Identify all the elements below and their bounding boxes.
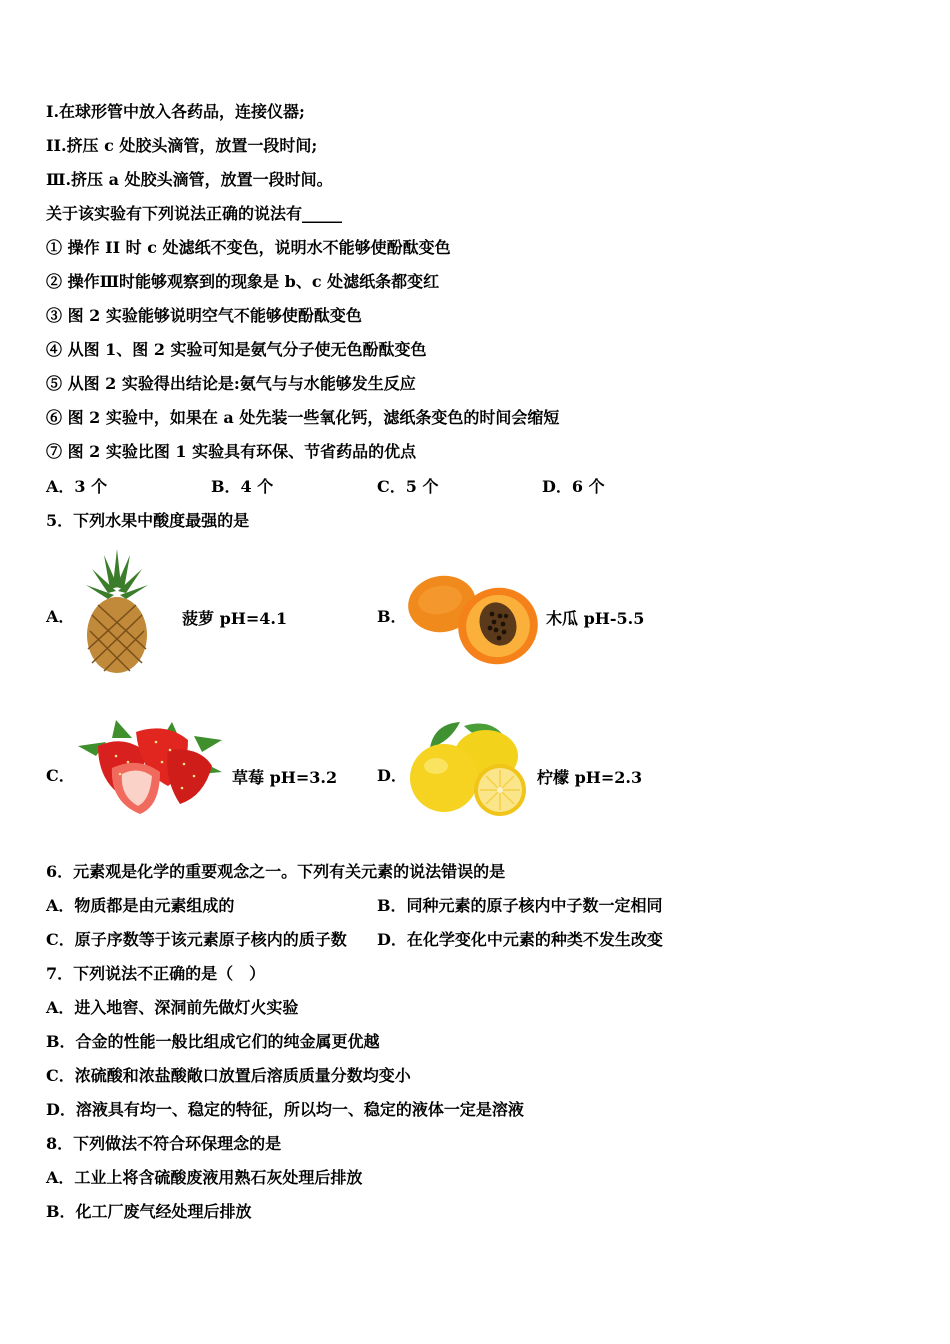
q4-option-c: C．5 个 xyxy=(377,477,439,496)
q8-option-a: A．工业上将含硫酸废液用熟石灰处理后排放 xyxy=(46,1168,363,1187)
q4-option-b: B．4 个 xyxy=(211,477,274,496)
q4-statement-3: ③ 图 2 实验能够说明空气不能够使酚酞变色 xyxy=(46,306,362,325)
q5-option-c-letter: C． xyxy=(46,766,75,785)
q7-option-a: A．进入地窖、深洞前先做灯火实验 xyxy=(46,998,299,1017)
q4-prompt: 关于该实验有下列说法正确的说法有_____ xyxy=(46,204,343,223)
q5-option-d-letter: D． xyxy=(377,766,407,785)
q5-option-b-label: 木瓜 pH-5.5 xyxy=(546,609,645,628)
lemon-icon xyxy=(404,718,530,818)
q7-option-c: C．浓硫酸和浓盐酸敞口放置后溶质质量分数均变小 xyxy=(46,1066,411,1085)
q4-statement-5: ⑤ 从图 2 实验得出结论是:氨气与与水能够发生反应 xyxy=(46,374,416,393)
pineapple-icon xyxy=(74,545,160,675)
q5-option-d-label: 柠檬 pH=2.3 xyxy=(537,768,643,787)
step-2: II.挤压 c 处胶头滴管，放置一段时间; xyxy=(46,136,318,155)
q4-statement-1: ① 操作 II 时 c 处滤纸不变色，说明水不能够使酚酞变色 xyxy=(46,238,451,257)
step-3: Ⅲ.挤压 a 处胶头滴管，放置一段时间。 xyxy=(46,170,333,189)
q7-prompt: 7．下列说法不正确的是（ ） xyxy=(46,964,266,983)
q5-option-c-label: 草莓 pH=3.2 xyxy=(232,768,338,787)
q5-option-a-label: 菠萝 pH=4.1 xyxy=(182,609,288,628)
q5-option-a-letter: A． xyxy=(46,607,75,626)
q4-statement-4: ④ 从图 1、图 2 实验可知是氨气分子使无色酚酞变色 xyxy=(46,340,427,359)
q5-prompt: 5．下列水果中酸度最强的是 xyxy=(46,511,250,530)
q8-prompt: 8．下列做法不符合环保理念的是 xyxy=(46,1134,282,1153)
papaya-icon xyxy=(406,570,546,672)
q7-option-b: B．合金的性能一般比组成它们的纯金属更优越 xyxy=(46,1032,380,1051)
q7-option-d: D．溶液具有均一、稳定的特征，所以均一、稳定的液体一定是溶液 xyxy=(46,1100,524,1119)
q4-statement-7: ⑦ 图 2 实验比图 1 实验具有环保、节省药品的优点 xyxy=(46,442,417,461)
q6-option-d: D．在化学变化中元素的种类不发生改变 xyxy=(377,930,663,949)
q6-prompt: 6．元素观是化学的重要观念之一。下列有关元素的说法错误的是 xyxy=(46,862,506,881)
q5-option-b-letter: B． xyxy=(377,607,407,626)
q4-statement-6: ⑥ 图 2 实验中，如果在 a 处先装一些氧化钙，滤纸条变色的时间会缩短 xyxy=(46,408,560,427)
step-1: I.在球形管中放入各药品，连接仪器; xyxy=(46,102,305,121)
strawberry-icon xyxy=(76,716,224,816)
q4-option-a: A．3 个 xyxy=(46,477,108,496)
q8-option-b: B．化工厂废气经处理后排放 xyxy=(46,1202,252,1221)
q6-option-b: B．同种元素的原子核内中子数一定相同 xyxy=(377,896,663,915)
q4-option-d: D．6 个 xyxy=(542,477,605,496)
q6-option-a: A．物质都是由元素组成的 xyxy=(46,896,235,915)
q6-option-c: C．原子序数等于该元素原子核内的质子数 xyxy=(46,930,347,949)
q4-statement-2: ② 操作Ⅲ时能够观察到的现象是 b、c 处滤纸条都变红 xyxy=(46,272,440,291)
